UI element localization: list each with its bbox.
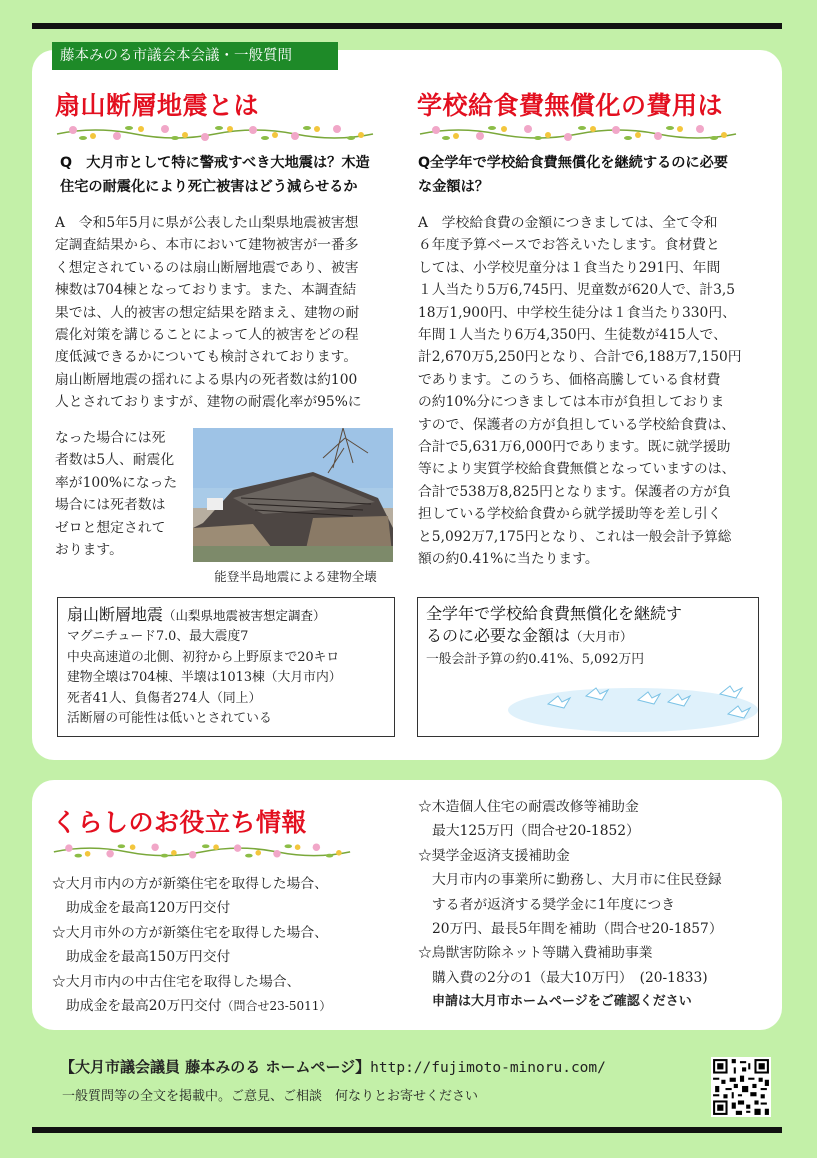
right-answer-line: 合計で5,631万6,000円であります。既に就学援助: [418, 439, 731, 456]
birds-sky-icon: [508, 672, 758, 736]
earthquake-box-line: 活断層の可能性は低いとされている: [67, 711, 272, 726]
floral-vine-icon: [55, 120, 375, 144]
earthquake-box-line: 中央高速道の北側、初狩から上野原まで20キロ: [67, 649, 340, 665]
left-answer-line: 度低減できるかについても検討されております。: [55, 349, 358, 366]
lunch-cost-box: [417, 597, 759, 737]
right-answer-line: 合計で538万8,825円となります。保護者の方が負: [418, 483, 732, 500]
life-right-line: ☆木造個人住宅の耐震改修等補助金: [418, 799, 639, 815]
life-right-line: 大月市内の事業所に勤務し、大月市に住民登録: [432, 872, 722, 889]
left-answer-line: 棟数は704棟となっております。また、本調査結: [55, 282, 357, 299]
lunch-box-title-text: るのに必要な金額は: [426, 626, 571, 645]
right-answer-line: であります。このうち、価格高騰している食材費: [418, 371, 721, 388]
left-answer-line: 果では、人的被害の想定結果を踏まえ、建物の耐: [55, 304, 360, 321]
photo-caption: 能登半島地震による建物全壊: [214, 569, 377, 584]
right-question-line: な金額は？: [418, 179, 489, 195]
left-answer-line: おります。: [55, 542, 123, 559]
left-answer-line: 震化対策を講じることによって人的被害をどの程: [55, 327, 359, 344]
bottom-rule: [32, 1127, 782, 1133]
right-heading: 学校給食費無償化の費用は: [417, 91, 724, 120]
collapsed-house-photo: [193, 428, 393, 562]
lunch-box-title-line1: 全学年で学校給食費無償化を継続す: [426, 604, 683, 623]
right-answer-line: 担している学校給食費から就学援助等を差し引く: [418, 506, 722, 523]
left-question-line: 住宅の耐震化により死亡被害はどう減らせるか: [60, 179, 358, 195]
life-item-star: ☆大月市内の中古住宅を取得した場合、: [52, 973, 301, 990]
earthquake-box-line: 死者41人、負傷者274人（同上）: [67, 690, 262, 706]
life-heading: くらしのお役立ち情報: [52, 808, 308, 837]
right-answer-line: の約10%分につきましては本市が負担しておりま: [418, 394, 725, 411]
earthquake-box-title-note: （山梨県地震被害想定調査）: [163, 608, 326, 623]
life-item-detail: 助成金を最高150万円交付: [66, 949, 231, 966]
homepage-link[interactable]: http://fujimoto-minoru.com/: [370, 1060, 606, 1076]
life-right-line: ☆奨学金返済支援補助金: [418, 847, 570, 864]
left-answer-line: 扇山断層地震の揺れによる県内の死者数は約100: [55, 371, 358, 388]
left-answer-line: なった場合には死: [55, 430, 166, 446]
right-answer-line: 額の約0.41%に当たります。: [418, 551, 599, 568]
left-answer: [55, 212, 398, 414]
life-left-list: [52, 872, 331, 1018]
left-answer-line: く想定されているのは扇山断層地震であり、被害: [55, 259, 359, 276]
left-answer-line: ゼロと想定されて: [55, 519, 166, 536]
life-right-list: [418, 795, 723, 990]
life-item-detail-row: [52, 994, 331, 1018]
earthquake-box-line: マグニチュード7.0、最大震度7: [67, 629, 249, 644]
floral-vine-icon: [418, 120, 738, 144]
left-question-line: Q 大月市として特に警戒すべき大地震は？木造: [60, 155, 370, 171]
left-answer-line: 定調査結果から、本市において建物被害が一番多: [55, 237, 359, 254]
earthquake-box-title: [67, 604, 385, 627]
lunch-box-title-line2: [426, 625, 750, 648]
life-item-detail: 助成金を最高20万円交付: [66, 998, 222, 1015]
section-tag: 藤本みのる市議会本会議・一般質問: [52, 42, 338, 70]
right-answer: [418, 212, 770, 571]
left-answer-line: A 令和5年5月に県が公表した山梨県地震被害想: [55, 215, 359, 231]
right-answer-line: すので、保護者の方が負担している学校給食費は、: [418, 416, 736, 433]
life-right-line: 最大125万円（問合せ20-1852）: [432, 823, 640, 840]
life-right-line: 20万円、最長5年間を補助（問合せ20-1857）: [432, 921, 723, 938]
right-answer-line: ６年度予算ベースでお答えいたします。食材費と: [418, 237, 720, 254]
life-item-star: ☆大月市外の方が新築住宅を取得した場合、: [52, 924, 328, 941]
top-rule: [32, 23, 782, 29]
life-right-line: 購入費の2分の1（最大10万円） (20-1833): [432, 969, 708, 986]
right-question-line: Q全学年で学校給食費無償化を継続するのに必要: [418, 155, 728, 171]
left-answer-line: 者数は5人、耐震化: [55, 452, 175, 469]
life-item-note: （問合せ23-5011）: [221, 999, 332, 1014]
right-answer-line: しては、小学校児童分は１食当たり291円、年間: [418, 259, 721, 276]
right-answer-line: 年間１人当たり6万4,350円、生徒数が415人で、: [418, 327, 727, 344]
left-answer-narrow: [55, 427, 190, 561]
left-answer-line: 率が100%になった: [55, 474, 178, 491]
right-answer-line: 18万1,900円、中学校生徒分は１食当たり330円、: [418, 304, 736, 321]
life-right-line: ☆鳥獣害防除ネット等購入費補助事業: [418, 945, 653, 962]
lunch-box-line: 一般会計予算の約0.41%、5,092万円: [426, 652, 645, 667]
right-answer-line: A 学校給食費の金額につきましては、全て令和: [418, 215, 718, 231]
right-answer-line: と5,092万7,175円となり、これは一般会計予算総: [418, 528, 732, 545]
life-right-line: する者が返済する奨学金に1年度につき: [432, 896, 676, 913]
left-question: [60, 151, 400, 199]
earthquake-info-box: [57, 597, 395, 737]
footer-homepage: [60, 1056, 606, 1077]
right-answer-line: 計2,670万5,250円となり、合計で6,188万7,150円: [418, 349, 742, 366]
lunch-box-title-note: （大月市）: [570, 629, 633, 644]
footer-message: 一般質問等の全文を掲載中。ご意見、ご相談 何なりとお寄せください: [62, 1089, 479, 1104]
footer-title: 【大月市議会議員 藤本みのる ホームページ】: [60, 1058, 371, 1076]
left-answer-line: 場合には死者数は: [55, 497, 166, 514]
right-answer-line: １人当たり5万6,745円、児童数が620人で、計3,5: [418, 282, 736, 299]
left-heading: 扇山断層地震とは: [55, 91, 260, 120]
floral-vine-icon: [52, 838, 352, 862]
right-answer-line: 等により実質学校給食費無償となっていますのは、: [418, 461, 736, 478]
earthquake-box-line: 建物全壊は704棟、半壊は1013棟（大月市内）: [67, 670, 342, 685]
life-item-star: ☆大月市内の方が新築住宅を取得した場合、: [52, 876, 328, 892]
life-item-detail: 助成金を最高120万円交付: [66, 900, 231, 917]
application-notice: 申請は大月市ホームページをご確認ください: [432, 994, 692, 1009]
qr-code-icon[interactable]: [711, 1057, 771, 1117]
earthquake-box-title-text: 扇山断層地震: [67, 605, 164, 624]
left-answer-line: 人とされておりますが、建物の耐震化率が95%に: [55, 394, 362, 411]
right-question: [418, 151, 768, 199]
